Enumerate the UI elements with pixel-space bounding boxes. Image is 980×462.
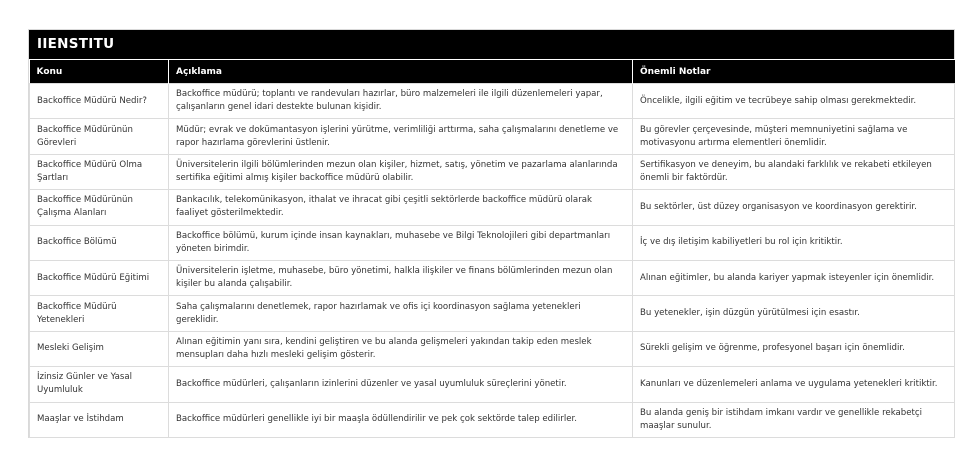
- table-row: [30, 296, 955, 331]
- cell-konu: İzinsiz Günler ve Yasal Uyumluluk: [30, 367, 169, 402]
- cell-notlar: Öncelikle, ilgili eğitim ve tecrübeye sahip olması gerekmektedir.: [633, 84, 955, 119]
- cell-aciklama: Backoffice müdürleri genellikle iyi bir maaşla ödüllendirilir ve pek çok sektörde talep edilirler.: [169, 402, 633, 437]
- column-header-aciklama: Açıklama: [169, 60, 633, 84]
- cell-konu: Backoffice Müdürü Olma Şartları: [30, 154, 169, 189]
- brand-title: IIENSTITU: [29, 30, 954, 59]
- cell-konu: Mesleki Gelişim: [30, 331, 169, 366]
- info-table: [29, 59, 955, 438]
- info-table-card: [28, 29, 955, 438]
- table-row: [30, 260, 955, 295]
- table-row: [30, 331, 955, 366]
- table-row: [30, 119, 955, 154]
- cell-konu: Maaşlar ve İstihdam: [30, 402, 169, 437]
- cell-aciklama: Saha çalışmalarını denetlemek, rapor hazırlamak ve ofis içi koordinasyon sağlama yetenekleri gereklidir.: [169, 296, 633, 331]
- table-row: [30, 402, 955, 437]
- cell-aciklama: Alınan eğitimin yanı sıra, kendini geliştiren ve bu alanda gelişmeleri yakından takip eden meslek mensupları daha hızlı mesleki gelişim gösterir.: [169, 331, 633, 366]
- cell-notlar: İç ve dış iletişim kabiliyetleri bu rol için kritiktir.: [633, 225, 955, 260]
- cell-aciklama: Bankacılık, telekomünikasyon, ithalat ve ihracat gibi çeşitli sektörlerde backoffice müdürü olarak faaliyet gösterilmektedir.: [169, 190, 633, 225]
- cell-notlar: Bu yetenekler, işin düzgün yürütülmesi için esastır.: [633, 296, 955, 331]
- cell-notlar: Alınan eğitimler, bu alanda kariyer yapmak isteyenler için önemlidir.: [633, 260, 955, 295]
- cell-aciklama: Müdür; evrak ve dokümantasyon işlerini yürütme, verimliliği arttırma, saha çalışmalarını denetleme ve rapor hazırlama görevlerini üstlenir.: [169, 119, 633, 154]
- cell-notlar: Bu sektörler, üst düzey organisasyon ve koordinasyon gerektirir.: [633, 190, 955, 225]
- table-row: [30, 225, 955, 260]
- cell-aciklama: Backoffice bölümü, kurum içinde insan kaynakları, muhasebe ve Bilgi Teknolojileri gibi departmanları yöneten birimdir.: [169, 225, 633, 260]
- cell-aciklama: Üniversitelerin ilgili bölümlerinden mezun olan kişiler, hizmet, satış, yönetim ve pazarlama alanlarında sertifika eğitimi almış kişiler backoffice müdürü olabilir.: [169, 154, 633, 189]
- cell-konu: Backoffice Müdürü Yetenekleri: [30, 296, 169, 331]
- table-row: [30, 367, 955, 402]
- cell-konu: Backoffice Müdürünün Çalışma Alanları: [30, 190, 169, 225]
- cell-konu: Backoffice Müdürü Nedir?: [30, 84, 169, 119]
- cell-notlar: Sertifikasyon ve deneyim, bu alandaki farklılık ve rekabeti etkileyen önemli bir faktördür.: [633, 154, 955, 189]
- cell-konu: Backoffice Müdürünün Görevleri: [30, 119, 169, 154]
- cell-notlar: Bu alanda geniş bir istihdam imkanı vardır ve genellikle rekabetçi maaşlar sunulur.: [633, 402, 955, 437]
- column-header-konu: Konu: [30, 60, 169, 84]
- cell-aciklama: Backoffice müdürü; toplantı ve randevuları hazırlar, büro malzemeleri ile ilgili düzenlemeleri yapar, çalışanların genel idari destekte bulunan kişidir.: [169, 84, 633, 119]
- header-row: [30, 60, 955, 84]
- cell-aciklama: Backoffice müdürleri, çalışanların izinlerini düzenler ve yasal uyumluluk süreçlerini yönetir.: [169, 367, 633, 402]
- column-header-onemli-notlar: Önemli Notlar: [633, 60, 955, 84]
- cell-konu: Backoffice Müdürü Eğitimi: [30, 260, 169, 295]
- table-row: [30, 190, 955, 225]
- cell-notlar: Bu görevler çerçevesinde, müşteri memnuniyetini sağlama ve motivasyonu artırma elementleri önemlidir.: [633, 119, 955, 154]
- cell-notlar: Kanunları ve düzenlemeleri anlama ve uygulama yetenekleri kritiktir.: [633, 367, 955, 402]
- table-row: [30, 154, 955, 189]
- cell-notlar: Sürekli gelişim ve öğrenme, profesyonel başarı için önemlidir.: [633, 331, 955, 366]
- cell-aciklama: Üniversitelerin işletme, muhasebe, büro yönetimi, halkla ilişkiler ve finans bölümlerinden mezun olan kişiler bu alanda çalışabilir.: [169, 260, 633, 295]
- table-row: [30, 84, 955, 119]
- cell-konu: Backoffice Bölümü: [30, 225, 169, 260]
